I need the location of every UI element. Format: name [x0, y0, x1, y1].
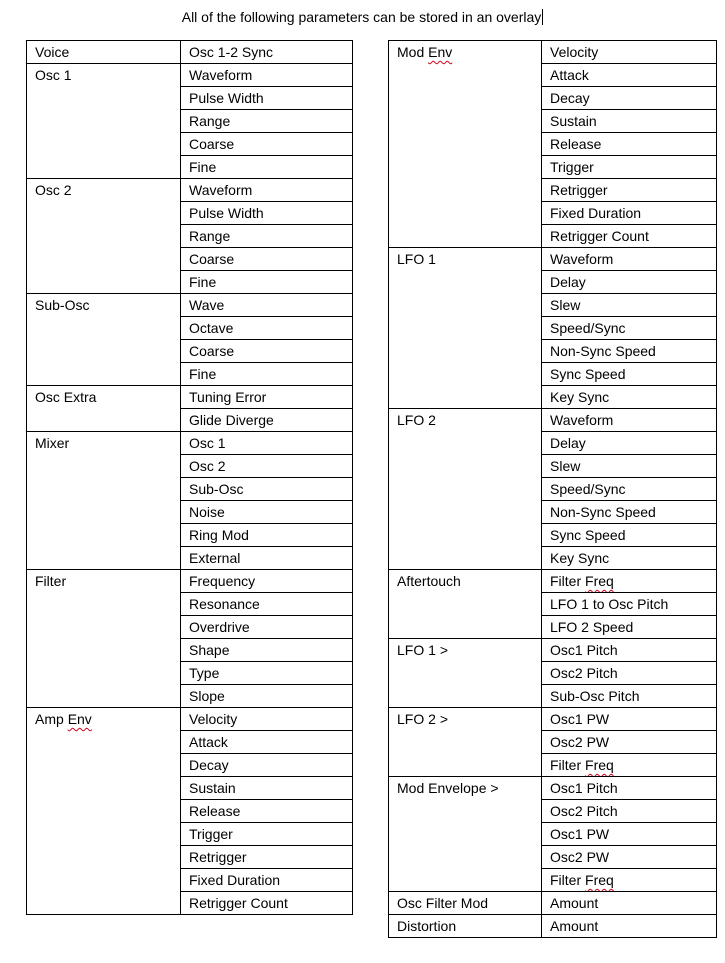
spellcheck-underline: Env: [67, 711, 92, 727]
parameter-cell: Waveform: [542, 248, 717, 271]
group-label: Mod Env: [389, 41, 542, 248]
parameter-cell: Coarse: [181, 133, 353, 156]
parameter-cell: Waveform: [181, 179, 353, 202]
parameter-cell: Osc1 PW: [542, 823, 717, 846]
parameter-cell: Tuning Error: [181, 386, 353, 409]
parameter-cell: Velocity: [542, 41, 717, 64]
spellcheck-underline: Freq: [585, 872, 614, 888]
parameter-cell: Osc 1-2 Sync: [181, 41, 353, 64]
parameter-cell: Decay: [181, 754, 353, 777]
table-row: [27, 386, 353, 409]
parameter-cell: Key Sync: [542, 386, 717, 409]
table-row: [389, 708, 717, 731]
parameter-cell: Non-Sync Speed: [542, 501, 717, 524]
table-row: [389, 248, 717, 271]
parameter-cell: Range: [181, 225, 353, 248]
group-label: Mixer: [27, 432, 181, 570]
table-row: [389, 777, 717, 800]
parameter-cell: Filter Freq: [542, 570, 717, 593]
parameter-cell: Attack: [542, 64, 717, 87]
table-row: [27, 708, 353, 731]
parameter-cell: Octave: [181, 317, 353, 340]
parameter-cell: Amount: [542, 892, 717, 915]
table-row: [27, 570, 353, 593]
table-row: [27, 432, 353, 455]
parameter-cell: Filter Freq: [542, 754, 717, 777]
parameter-cell: Retrigger Count: [181, 892, 353, 915]
parameter-cell: Sync Speed: [542, 363, 717, 386]
parameter-cell: Slew: [542, 294, 717, 317]
parameter-cell: Pulse Width: [181, 87, 353, 110]
parameter-cell: Range: [181, 110, 353, 133]
parameter-cell: Osc2 PW: [542, 731, 717, 754]
parameter-cell: Fine: [181, 271, 353, 294]
parameter-cell: Fixed Duration: [181, 869, 353, 892]
parameter-cell: Velocity: [181, 708, 353, 731]
group-label: LFO 2 >: [389, 708, 542, 777]
parameter-cell: Sub-Osc Pitch: [542, 685, 717, 708]
table-row: [27, 64, 353, 87]
parameter-cell: Retrigger Count: [542, 225, 717, 248]
spellcheck-underline: Freq: [585, 573, 614, 589]
parameter-cell: Fine: [181, 156, 353, 179]
parameter-cell: Shape: [181, 639, 353, 662]
group-label: LFO 2: [389, 409, 542, 570]
group-label: Osc 2: [27, 179, 181, 294]
parameter-cell: External: [181, 547, 353, 570]
parameter-cell: Osc1 PW: [542, 708, 717, 731]
table-row: [27, 294, 353, 317]
parameter-cell: Waveform: [542, 409, 717, 432]
parameter-cell: Osc 1: [181, 432, 353, 455]
parameter-cell: Sync Speed: [542, 524, 717, 547]
parameter-cell: Release: [542, 133, 717, 156]
right-parameter-table: [388, 40, 717, 938]
group-label: Mod Envelope >: [389, 777, 542, 892]
parameter-cell: Osc2 Pitch: [542, 662, 717, 685]
parameter-cell: Osc2 PW: [542, 846, 717, 869]
parameter-cell: Noise: [181, 501, 353, 524]
table-row: [389, 892, 717, 915]
table-row: [389, 570, 717, 593]
group-label: LFO 1: [389, 248, 542, 409]
parameter-cell: Sub-Osc: [181, 478, 353, 501]
parameter-cell: LFO 1 to Osc Pitch: [542, 593, 717, 616]
group-label: Osc 1: [27, 64, 181, 179]
parameter-cell: Decay: [542, 87, 717, 110]
left-parameter-table: [26, 40, 353, 915]
parameter-cell: Release: [181, 800, 353, 823]
group-label: LFO 1 >: [389, 639, 542, 708]
parameter-cell: Trigger: [181, 823, 353, 846]
parameter-cell: Coarse: [181, 340, 353, 363]
parameter-cell: Attack: [181, 731, 353, 754]
group-label: Osc Filter Mod: [389, 892, 542, 915]
group-label: Amp Env: [27, 708, 181, 915]
parameter-cell: Key Sync: [542, 547, 717, 570]
parameter-cell: Osc2 Pitch: [542, 800, 717, 823]
parameter-cell: Slew: [542, 455, 717, 478]
parameter-cell: Resonance: [181, 593, 353, 616]
parameter-cell: Retrigger: [181, 846, 353, 869]
parameter-cell: Osc1 Pitch: [542, 639, 717, 662]
parameter-cell: Osc1 Pitch: [542, 777, 717, 800]
parameter-cell: Sustain: [181, 777, 353, 800]
group-label: Sub-Osc: [27, 294, 181, 386]
table-row: [389, 41, 717, 64]
table-row: [389, 409, 717, 432]
parameter-cell: Speed/Sync: [542, 317, 717, 340]
spellcheck-underline: Env: [428, 44, 453, 60]
text-cursor: [542, 9, 543, 25]
group-label: Distortion: [389, 915, 542, 938]
group-label: Voice: [27, 41, 181, 64]
parameter-cell: Pulse Width: [181, 202, 353, 225]
table-row: [389, 639, 717, 662]
parameter-cell: Frequency: [181, 570, 353, 593]
document-title: All of the following parameters can be stored in an overlay: [181, 9, 542, 25]
parameter-cell: LFO 2 Speed: [542, 616, 717, 639]
spellcheck-underline: Freq: [585, 757, 614, 773]
parameter-cell: Delay: [542, 271, 717, 294]
parameter-cell: Fixed Duration: [542, 202, 717, 225]
table-row: [27, 179, 353, 202]
table-row: [27, 41, 353, 64]
group-label: Filter: [27, 570, 181, 708]
parameter-cell: Speed/Sync: [542, 478, 717, 501]
parameter-cell: Ring Mod: [181, 524, 353, 547]
parameter-cell: Glide Diverge: [181, 409, 353, 432]
parameter-cell: Sustain: [542, 110, 717, 133]
parameter-cell: Overdrive: [181, 616, 353, 639]
parameter-cell: Osc 2: [181, 455, 353, 478]
parameter-cell: Filter Freq: [542, 869, 717, 892]
parameter-cell: Wave: [181, 294, 353, 317]
group-label: Osc Extra: [27, 386, 181, 432]
parameter-cell: Non-Sync Speed: [542, 340, 717, 363]
parameter-cell: Slope: [181, 685, 353, 708]
parameter-cell: Fine: [181, 363, 353, 386]
parameter-cell: Trigger: [542, 156, 717, 179]
parameter-cell: Type: [181, 662, 353, 685]
parameter-cell: Retrigger: [542, 179, 717, 202]
parameter-cell: Coarse: [181, 248, 353, 271]
table-row: [389, 915, 717, 938]
parameter-cell: Delay: [542, 432, 717, 455]
group-label: Aftertouch: [389, 570, 542, 639]
parameter-cell: Waveform: [181, 64, 353, 87]
parameter-cell: Amount: [542, 915, 717, 938]
